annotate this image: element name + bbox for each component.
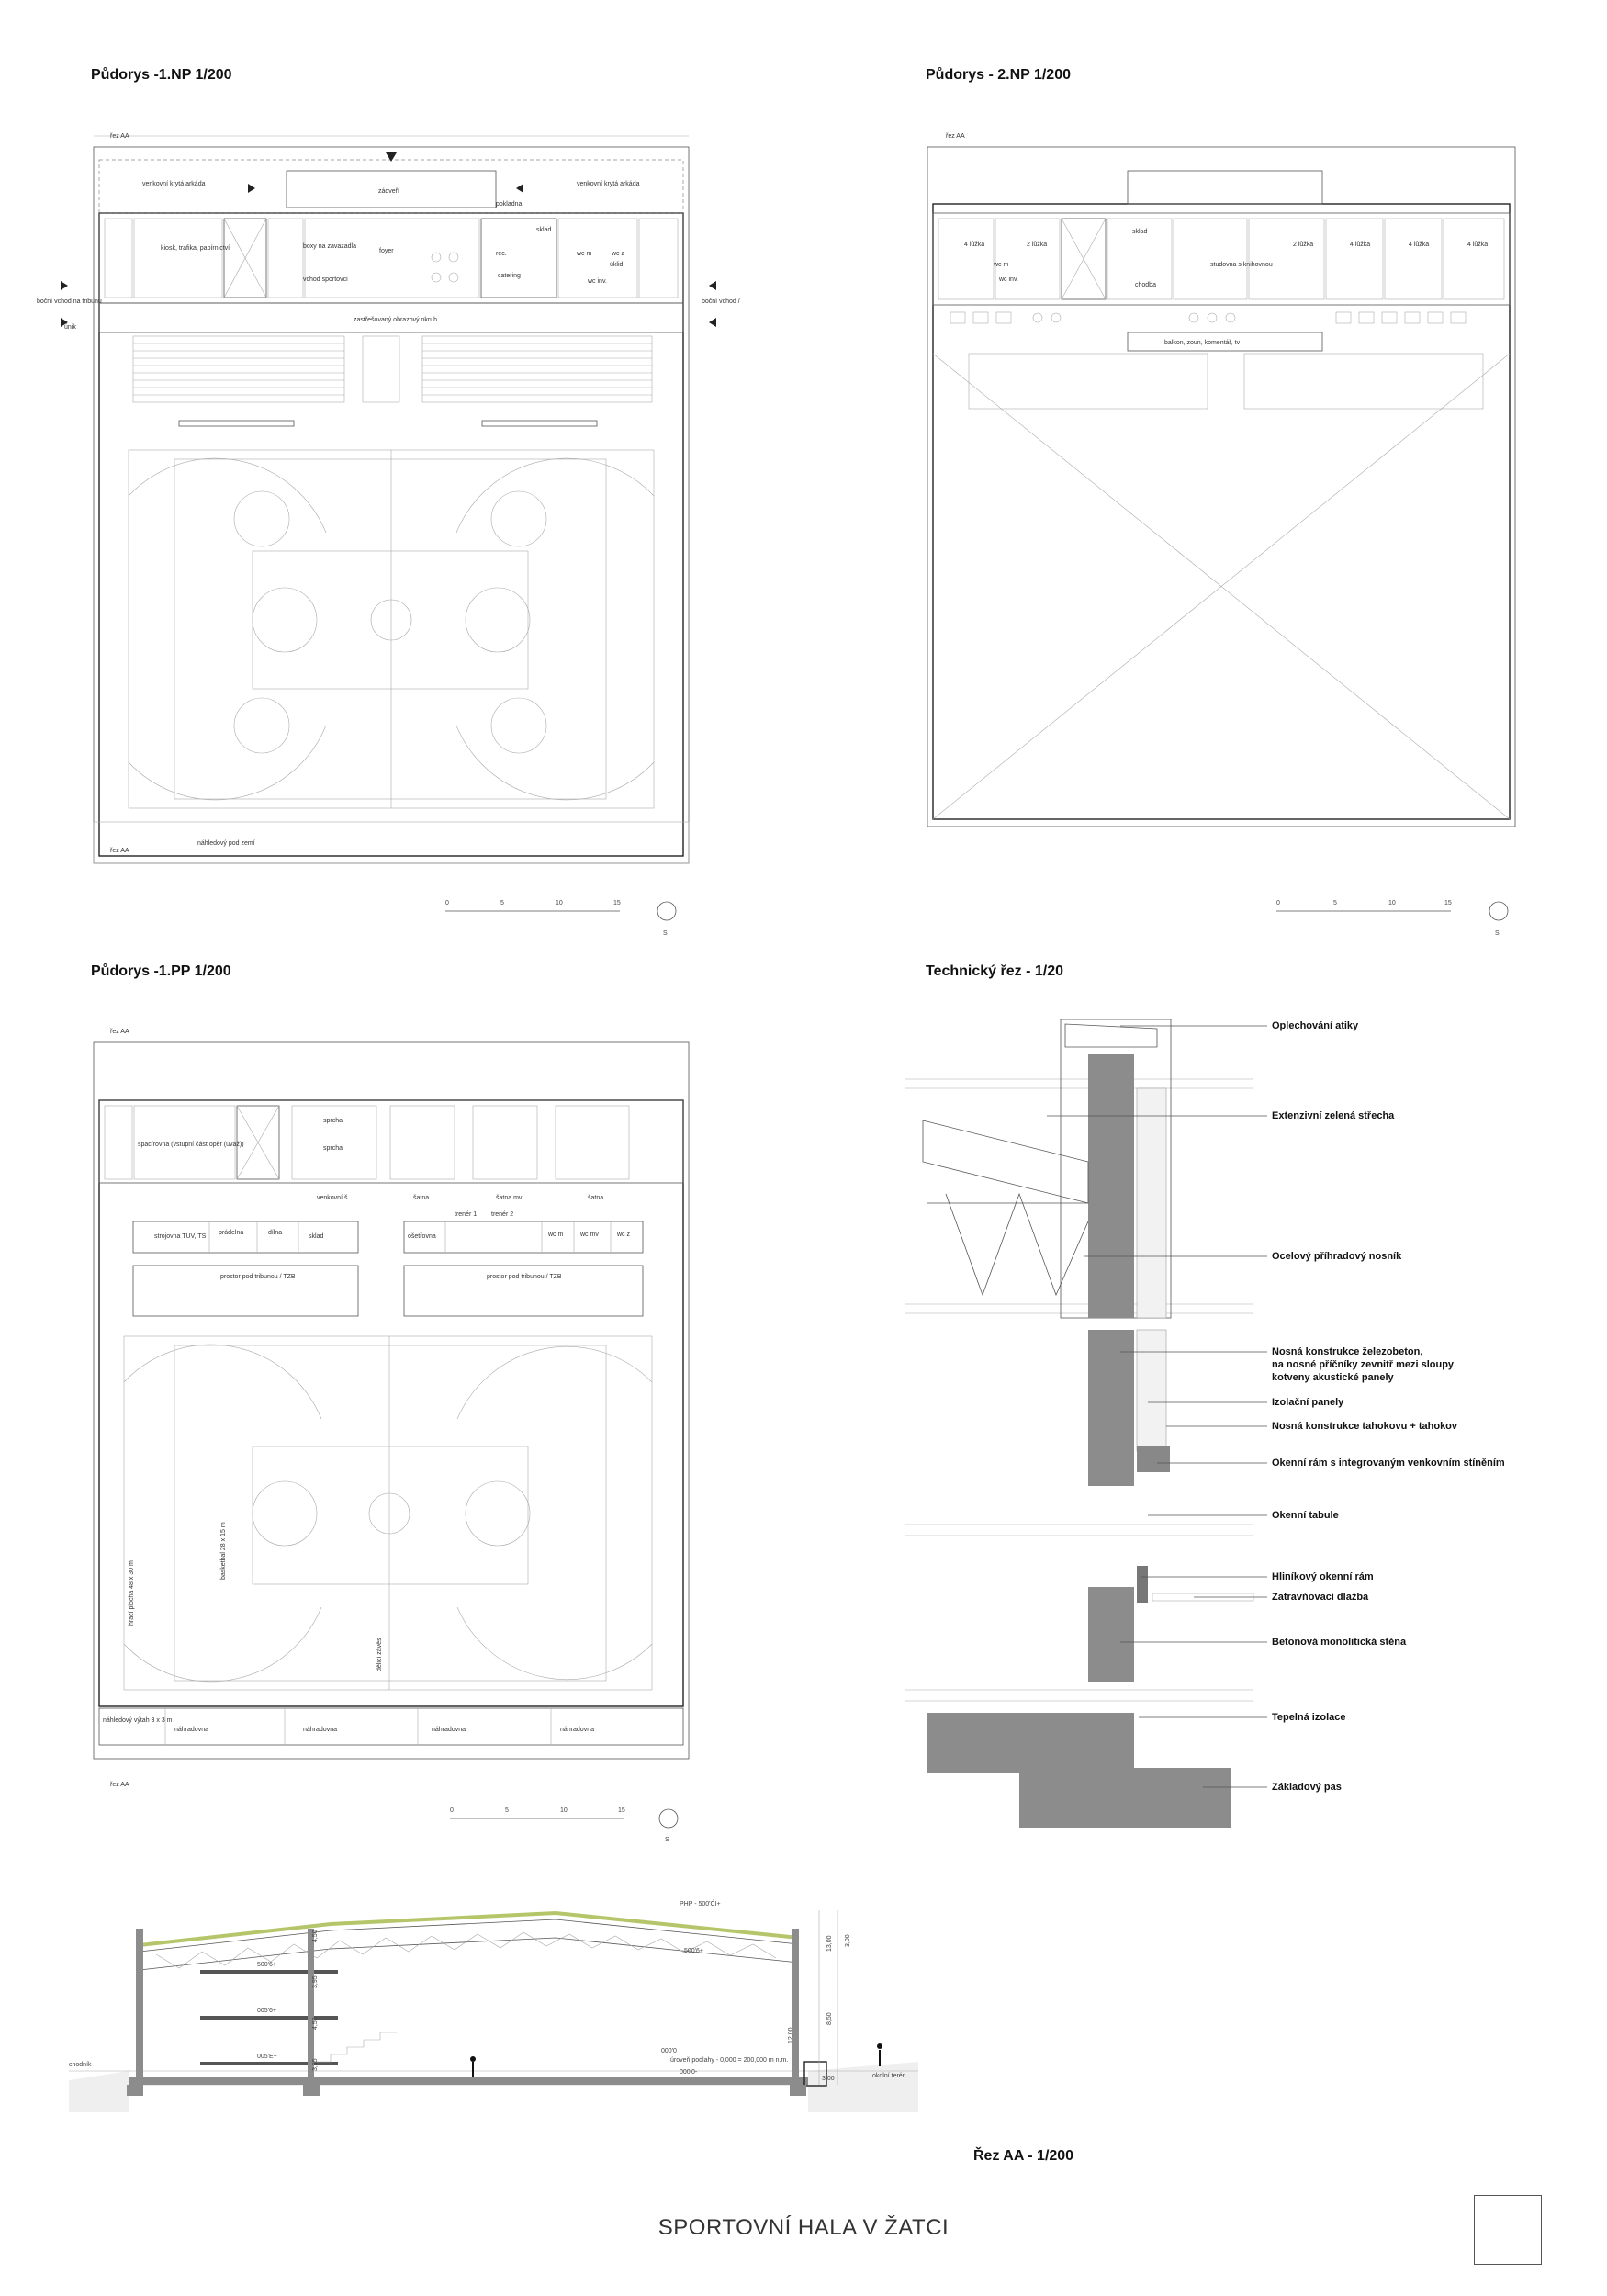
tech-label-8: Nosná konstrukce tahokovu + tahokov xyxy=(1272,1421,1458,1432)
entrance-arrow-icon xyxy=(709,281,716,290)
room-wc-mv-1pp: wc mv xyxy=(580,1232,599,1238)
dim-5: 12,00 xyxy=(788,2027,794,2043)
dim-9: 3,00 xyxy=(822,2076,835,2082)
section-mark-1pp-top: řez AA xyxy=(110,1029,129,1035)
room-balcony: balkon, zoun, komentář, tv xyxy=(1164,340,1241,346)
room-trener-2: trenér 2 xyxy=(491,1211,514,1218)
tech-label-7: Izolační panely xyxy=(1272,1397,1344,1408)
level-top: PHP - 500'ĆI+ xyxy=(680,1901,721,1908)
tech-label-14: Tepelná izolace xyxy=(1272,1712,1346,1723)
room-sprcha-2: sprcha xyxy=(323,1145,343,1152)
room-spacers: spacírovna (vstupní část opěr (uvaž)) xyxy=(138,1142,244,1148)
room-wc-m: wc m xyxy=(577,251,592,257)
tech-label-6: kotveny akustické panely xyxy=(1272,1372,1394,1383)
halls-label-2: basketbal 28 x 15 m xyxy=(220,1522,227,1580)
level-1: 500'6+ xyxy=(684,1948,703,1954)
room-wc-m-1pp: wc m xyxy=(548,1232,564,1238)
room-study: studovna s knihovnou xyxy=(1210,262,1273,268)
tech-label-11: Hliníkový okenní rám xyxy=(1272,1571,1374,1582)
dim-8: 3,00 xyxy=(845,1934,851,1947)
level-5: 000'0 xyxy=(661,2048,677,2054)
tech-label-1: Oplechování atiky xyxy=(1272,1020,1359,1031)
dim-6: 4,50 xyxy=(312,2017,319,2030)
svg-text:10: 10 xyxy=(1388,900,1396,906)
halls-label-1: hrací plocha 48 x 30 m xyxy=(129,1560,135,1626)
room-venkovni: venkovní š. xyxy=(317,1195,350,1201)
level-6: 000'0- xyxy=(680,2069,698,2076)
svg-text:5: 5 xyxy=(1333,900,1337,906)
room-kiosk: kiosk, trafika, papírnictví xyxy=(161,245,230,252)
dim-2: 3,95 xyxy=(312,1975,319,1988)
level-2: 500'6+ xyxy=(257,1962,276,1968)
room-bed-right-1: 2 lůžka xyxy=(1293,242,1314,248)
room-wc-z: wc z xyxy=(612,251,624,257)
court-1pp xyxy=(124,1336,652,1690)
heading-plan-1pp: Půdorys -1.PP 1/200 xyxy=(91,963,231,979)
dim-1: 4,50 xyxy=(312,1930,319,1942)
svg-text:0: 0 xyxy=(1276,900,1280,906)
dim-4: 8,50 xyxy=(826,2012,833,2025)
svg-text:10: 10 xyxy=(560,1807,568,1814)
level-3: 005'6+ xyxy=(257,2008,276,2014)
room-zadveri: zádveří xyxy=(378,188,399,195)
tech-label-15: Základový pas xyxy=(1272,1782,1342,1793)
side-entry-right: boční vchod / xyxy=(702,298,740,305)
north-arrow-icon xyxy=(1489,902,1508,920)
room-under-stand-left: prostor pod tribunou / TZB xyxy=(220,1274,296,1280)
room-satna-mv: šatna mv xyxy=(496,1195,523,1201)
room-chodba: chodba xyxy=(1135,282,1156,288)
entrance-arrow-icon xyxy=(386,152,397,162)
heading-plan-2np: Půdorys - 2.NP 1/200 xyxy=(926,67,1071,83)
room-bed-right-4: 4 lůžka xyxy=(1467,242,1489,248)
room-satna-1: šatna xyxy=(413,1195,430,1201)
room-corridor: zastřešovaný obrazový okruh xyxy=(354,317,438,323)
tech-label-3: Ocelový příhradový nosník xyxy=(1272,1251,1402,1262)
halls-label-3: dělicí závěs xyxy=(376,1638,383,1671)
room-bottom-3: náhradovna xyxy=(303,1727,337,1733)
section-mark-2np: řez AA xyxy=(946,133,965,140)
dim-3: 13,00 xyxy=(826,1935,833,1952)
room-rec: rec. xyxy=(496,251,507,257)
svg-text:15: 15 xyxy=(618,1807,625,1814)
room-pradelna: prádelna xyxy=(219,1230,244,1236)
section-mark-top: řez AA xyxy=(110,133,129,140)
room-wc-m-2np: wc m xyxy=(994,262,1009,268)
room-satna-2: šatna xyxy=(588,1195,604,1201)
room-uklid: úklid xyxy=(610,262,624,268)
stands-1np xyxy=(133,336,652,426)
room-wc-inv-2np: wc inv. xyxy=(999,276,1018,283)
room-osvetlovna: ošetřovna xyxy=(408,1233,436,1240)
sheet-title: SPORTOVNÍ HALA V ŽATCI xyxy=(657,2215,950,2240)
tech-label-2: Extenzivní zelená střecha xyxy=(1272,1110,1395,1121)
room-foyer: foyer xyxy=(379,248,394,254)
svg-text:S: S xyxy=(665,1837,669,1843)
room-bottom-2: náhradovna xyxy=(174,1727,208,1733)
svg-text:5: 5 xyxy=(500,900,504,906)
room-sklad: sklad xyxy=(536,227,552,233)
room-arcade-right: venkovní krytá arkáda xyxy=(577,181,640,187)
room-arcade-left: venkovní krytá arkáda xyxy=(142,181,206,187)
room-catering: catering xyxy=(498,273,521,279)
room-bed-left-2: 2 lůžka xyxy=(1027,242,1048,248)
scale-bar-2np xyxy=(1276,900,1508,937)
room-bed-right-2: 4 lůžka xyxy=(1350,242,1371,248)
section-mark-1pp-bottom: řez AA xyxy=(110,1782,129,1788)
side-entry-left: boční vchod na tribunu xyxy=(37,298,102,305)
tech-label-10: Okenní tabule xyxy=(1272,1510,1339,1521)
room-wc-inv: wc inv. xyxy=(588,278,607,285)
section-mark-bottom: řez AA xyxy=(110,848,129,854)
room-sklad-1pp: sklad xyxy=(309,1233,324,1240)
room-bottom-5: náhradovna xyxy=(560,1727,594,1733)
court-1np xyxy=(129,450,654,808)
room-pokladna: pokladna xyxy=(496,201,523,208)
svg-text:15: 15 xyxy=(1444,900,1452,906)
room-sklad-2np: sklad xyxy=(1132,229,1148,235)
svg-text:0: 0 xyxy=(445,900,449,906)
entrance-arrow-icon xyxy=(516,184,523,193)
room-boxy: boxy na zavazadla xyxy=(303,243,356,250)
ground-right: okolní terén xyxy=(872,2073,906,2079)
entrance-arrow-icon xyxy=(248,184,255,193)
entrance-arrow-icon xyxy=(709,318,716,327)
heading-plan-1np: Půdorys -1.NP 1/200 xyxy=(91,67,232,83)
technical-section xyxy=(905,1019,1505,1828)
paving-label: náhledový pod zemí xyxy=(197,840,255,847)
room-bed-left-1: 4 lůžka xyxy=(964,242,985,248)
dim-7: 3,95 xyxy=(312,2058,319,2071)
svg-text:5: 5 xyxy=(505,1807,509,1814)
room-trener-1: trenér 1 xyxy=(455,1211,478,1218)
scale-bar-1pp xyxy=(450,1807,678,1843)
room-bottom-4: náhradovna xyxy=(432,1727,466,1733)
room-sprcha-1: sprcha xyxy=(323,1118,343,1124)
scale-bar-1np xyxy=(445,900,676,937)
heading-section-aa: Řez AA - 1/200 xyxy=(973,2148,1074,2164)
room-under-stand-right: prostor pod tribunou / TZB xyxy=(487,1274,562,1280)
tech-label-12: Zatravňovací dlažba xyxy=(1272,1592,1369,1603)
section-aa xyxy=(69,1899,918,2112)
tech-label-5: na nosné příčníky zevnitř mezi sloupy xyxy=(1272,1359,1455,1370)
heading-tech-section: Technický řez - 1/20 xyxy=(926,963,1063,979)
room-wc-z-1pp: wc z xyxy=(617,1232,630,1238)
north-arrow-icon xyxy=(659,1809,678,1828)
entrance-arrow-icon xyxy=(61,281,68,290)
tech-label-4: Nosná konstrukce železobeton, xyxy=(1272,1346,1423,1357)
north-arrow-icon xyxy=(657,902,676,920)
plan-1pp xyxy=(94,1029,689,1843)
ground-left: chodník xyxy=(69,2062,92,2068)
unik-label: únik xyxy=(64,324,76,331)
svg-text:S: S xyxy=(1495,930,1500,937)
room-bed-right-3: 4 lůžka xyxy=(1409,242,1430,248)
svg-text:10: 10 xyxy=(556,900,563,906)
svg-text:S: S xyxy=(663,930,668,937)
svg-text:15: 15 xyxy=(613,900,621,906)
tech-label-9: Okenní rám s integrovaným venkovním stíněním xyxy=(1272,1458,1505,1469)
tech-label-13: Betonová monolitická stěna xyxy=(1272,1637,1407,1648)
svg-text:0: 0 xyxy=(450,1807,454,1814)
room-bottom-1: náhledový výtah 3 x 3 m xyxy=(103,1717,173,1724)
plan-2np xyxy=(927,133,1515,937)
room-vchod-sportovci: vchod sportovci xyxy=(303,276,348,283)
level-4: 005'E+ xyxy=(257,2054,277,2060)
room-strojovna: strojovna TUV, TS xyxy=(154,1233,207,1240)
section-note: úroveň podlahy - 0,000 = 200,000 m n.m. xyxy=(670,2057,789,2064)
plan-1np xyxy=(37,133,740,937)
room-dilna: dílna xyxy=(268,1230,283,1236)
